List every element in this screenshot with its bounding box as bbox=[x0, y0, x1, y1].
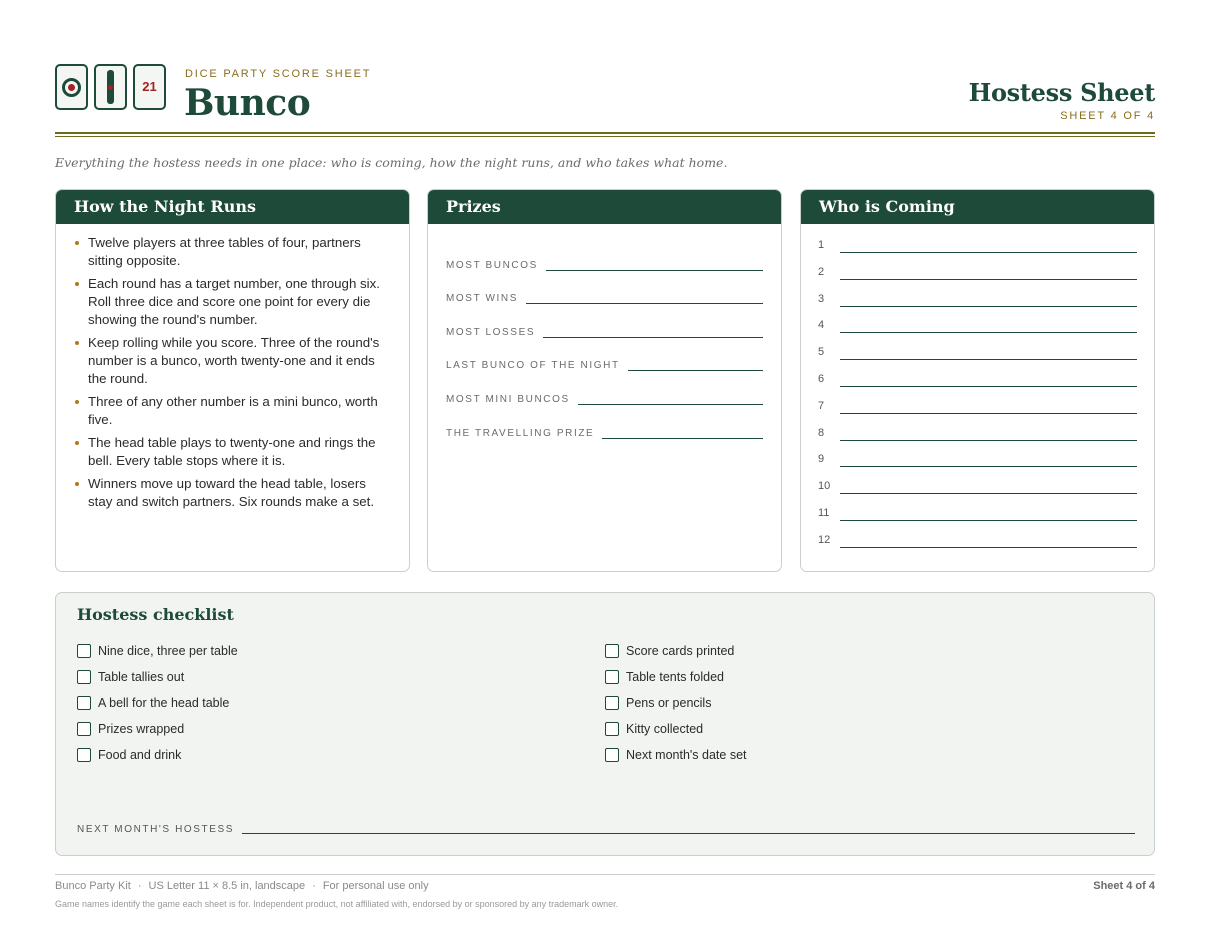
prize-write-line[interactable] bbox=[526, 303, 763, 304]
guest-write-line[interactable] bbox=[840, 332, 1137, 333]
checklist-item bbox=[77, 638, 238, 664]
checklist-label: A bell for the head table bbox=[98, 696, 230, 710]
guest-row bbox=[818, 334, 1137, 361]
next-hostess-write-line[interactable] bbox=[242, 833, 1135, 834]
rule-item: Winners move up toward the head table, losers stay and switch partners. Six rounds make a set. bbox=[74, 475, 393, 511]
dice-logo bbox=[55, 64, 166, 110]
checklist-item bbox=[605, 638, 747, 664]
prize-write-line[interactable] bbox=[578, 404, 763, 405]
checklist-item bbox=[605, 664, 747, 690]
checklist-label: Next month's date set bbox=[626, 748, 747, 762]
guest-number: 10 bbox=[818, 480, 831, 493]
hostess-checklist bbox=[55, 592, 1155, 856]
checklist-label: Table tallies out bbox=[98, 670, 185, 684]
checklist-item bbox=[77, 742, 238, 768]
prize-row bbox=[446, 307, 763, 341]
rule-item: Twelve players at three tables of four, partners sitting opposite. bbox=[74, 234, 393, 270]
prize-label: MOST MINI BUNCOS bbox=[446, 393, 570, 405]
checkbox[interactable] bbox=[77, 644, 91, 658]
guest-row bbox=[818, 495, 1137, 522]
guest-number: 8 bbox=[818, 426, 825, 439]
guest-number: 5 bbox=[818, 346, 825, 359]
prize-row bbox=[446, 274, 763, 308]
footer-paper: US Letter 11 × 8.5 in, landscape bbox=[148, 880, 306, 892]
guest-row bbox=[818, 468, 1137, 495]
checklist-title: Hostess checklist bbox=[77, 605, 234, 624]
page-title: Bunco bbox=[184, 82, 311, 124]
guest-write-line[interactable] bbox=[840, 440, 1137, 441]
die-number: 21 bbox=[142, 79, 157, 94]
prize-write-line[interactable] bbox=[546, 270, 763, 271]
prizes-card-title: Prizes bbox=[428, 190, 781, 224]
footer-disclaimer: Game names identify the game each sheet is for. Independent product, not affiliated with, endorsed by or sponsored by any trademark owner. bbox=[55, 899, 619, 909]
checkbox[interactable] bbox=[77, 670, 91, 684]
checklist-label: Score cards printed bbox=[626, 644, 735, 658]
guest-write-line[interactable] bbox=[840, 386, 1137, 387]
next-hostess-label: NEXT MONTH'S HOSTESS bbox=[77, 824, 235, 835]
checkbox[interactable] bbox=[605, 670, 619, 684]
checkbox[interactable] bbox=[77, 748, 91, 762]
sheet-number: SHEET 4 OF 4 bbox=[1060, 110, 1155, 122]
guest-number: 3 bbox=[818, 292, 825, 305]
guest-row bbox=[818, 234, 1137, 254]
rules-list bbox=[56, 224, 409, 511]
guest-row bbox=[818, 254, 1137, 281]
rule-item: Each round has a target number, one through six. Roll three dice and score one point for every die showing the round's number. bbox=[74, 275, 393, 328]
guest-write-line[interactable] bbox=[840, 413, 1137, 414]
sheet-title: Hostess Sheet bbox=[968, 78, 1155, 107]
checklist-label: Table tents folded bbox=[626, 670, 724, 684]
guest-row bbox=[818, 308, 1137, 335]
guest-number: 11 bbox=[818, 506, 830, 519]
guest-row bbox=[818, 415, 1137, 442]
guests-card-title: Who is Coming bbox=[801, 190, 1154, 224]
checklist-column-left bbox=[77, 638, 238, 768]
guest-write-line[interactable] bbox=[840, 306, 1137, 307]
guest-number: 12 bbox=[818, 533, 831, 546]
guest-number: 1 bbox=[818, 239, 825, 251]
guest-number: 7 bbox=[818, 399, 825, 412]
guest-write-line[interactable] bbox=[840, 547, 1137, 548]
header-rule-thin bbox=[55, 136, 1155, 137]
guest-row bbox=[818, 522, 1137, 549]
checkbox[interactable] bbox=[77, 722, 91, 736]
footer-info: Bunco Party Kit · US Letter 11 × 8.5 in, landscape · For personal use only bbox=[55, 880, 429, 892]
checklist-label: Food and drink bbox=[98, 748, 182, 762]
rule-item: Three of any other number is a mini bunco, worth five. bbox=[74, 393, 393, 429]
guest-write-line[interactable] bbox=[840, 520, 1137, 521]
checklist-column-right bbox=[605, 638, 747, 768]
rule-item: Keep rolling while you score. Three of the round's number is a bunco, worth twenty-one and it ends the round. bbox=[74, 334, 393, 387]
guests-card bbox=[800, 189, 1155, 572]
guest-row bbox=[818, 442, 1137, 469]
prize-write-line[interactable] bbox=[602, 438, 763, 439]
footer-kit: Bunco Party Kit bbox=[55, 880, 131, 892]
checkbox[interactable] bbox=[605, 722, 619, 736]
prize-row bbox=[446, 374, 763, 408]
prizes-card bbox=[427, 189, 782, 572]
checklist-label: Pens or pencils bbox=[626, 696, 712, 710]
checklist-label: Kitty collected bbox=[626, 722, 704, 736]
guest-row bbox=[818, 361, 1137, 388]
prize-label: MOST BUNCOS bbox=[446, 259, 538, 271]
checklist-item bbox=[77, 690, 238, 716]
prize-label: LAST BUNCO OF THE NIGHT bbox=[446, 360, 620, 372]
header-rule bbox=[55, 132, 1155, 134]
checklist-label: Nine dice, three per table bbox=[98, 644, 238, 658]
guest-write-line[interactable] bbox=[840, 359, 1137, 360]
footer-use: For personal use only bbox=[322, 880, 429, 892]
footer-sheet-number: Sheet 4 of 4 bbox=[1093, 880, 1155, 892]
checklist-item bbox=[605, 716, 747, 742]
checklist-item bbox=[605, 690, 747, 716]
checkbox[interactable] bbox=[77, 696, 91, 710]
checklist-item bbox=[605, 742, 747, 768]
prize-label: MOST LOSSES bbox=[446, 326, 536, 338]
guest-write-line[interactable] bbox=[840, 493, 1137, 494]
prize-label: THE TRAVELLING PRIZE bbox=[446, 427, 595, 439]
guest-list bbox=[801, 224, 1154, 549]
checkbox[interactable] bbox=[605, 644, 619, 658]
guest-number: 2 bbox=[818, 265, 825, 278]
rules-card bbox=[55, 189, 410, 572]
intro-text: Everything the hostess needs in one place: who is coming, how the night runs, and who takes what home. bbox=[55, 155, 728, 170]
number-die-icon bbox=[133, 64, 166, 110]
guest-row bbox=[818, 281, 1137, 308]
guest-write-line[interactable] bbox=[840, 466, 1137, 467]
checklist-item bbox=[77, 664, 238, 690]
prize-write-line[interactable] bbox=[628, 370, 763, 371]
prize-row bbox=[446, 240, 763, 274]
prize-label: MOST WINS bbox=[446, 293, 518, 305]
prize-row bbox=[446, 341, 763, 375]
checkbox[interactable] bbox=[605, 748, 619, 762]
bar-die-icon bbox=[94, 64, 127, 110]
page-header bbox=[55, 62, 1155, 128]
prize-write-line[interactable] bbox=[543, 337, 763, 338]
bullseye-die-icon bbox=[55, 64, 88, 110]
checklist-label: Prizes wrapped bbox=[98, 722, 185, 736]
page-eyebrow: DICE PARTY SCORE SHEET bbox=[185, 68, 372, 80]
footer-rule bbox=[55, 874, 1155, 875]
guest-write-line[interactable] bbox=[840, 252, 1137, 253]
checkbox[interactable] bbox=[605, 696, 619, 710]
next-hostess-row bbox=[77, 824, 1135, 835]
guest-row bbox=[818, 388, 1137, 415]
rules-card-title: How the Night Runs bbox=[56, 190, 409, 224]
guest-number: 9 bbox=[818, 453, 825, 466]
rule-item: The head table plays to twenty-one and rings the bell. Every table stops where it is. bbox=[74, 434, 393, 470]
prizes-list bbox=[428, 224, 781, 442]
checklist-item bbox=[77, 716, 238, 742]
guest-number: 4 bbox=[818, 319, 825, 332]
prize-row bbox=[446, 408, 763, 442]
guest-write-line[interactable] bbox=[840, 279, 1137, 280]
guest-number: 6 bbox=[818, 372, 825, 385]
